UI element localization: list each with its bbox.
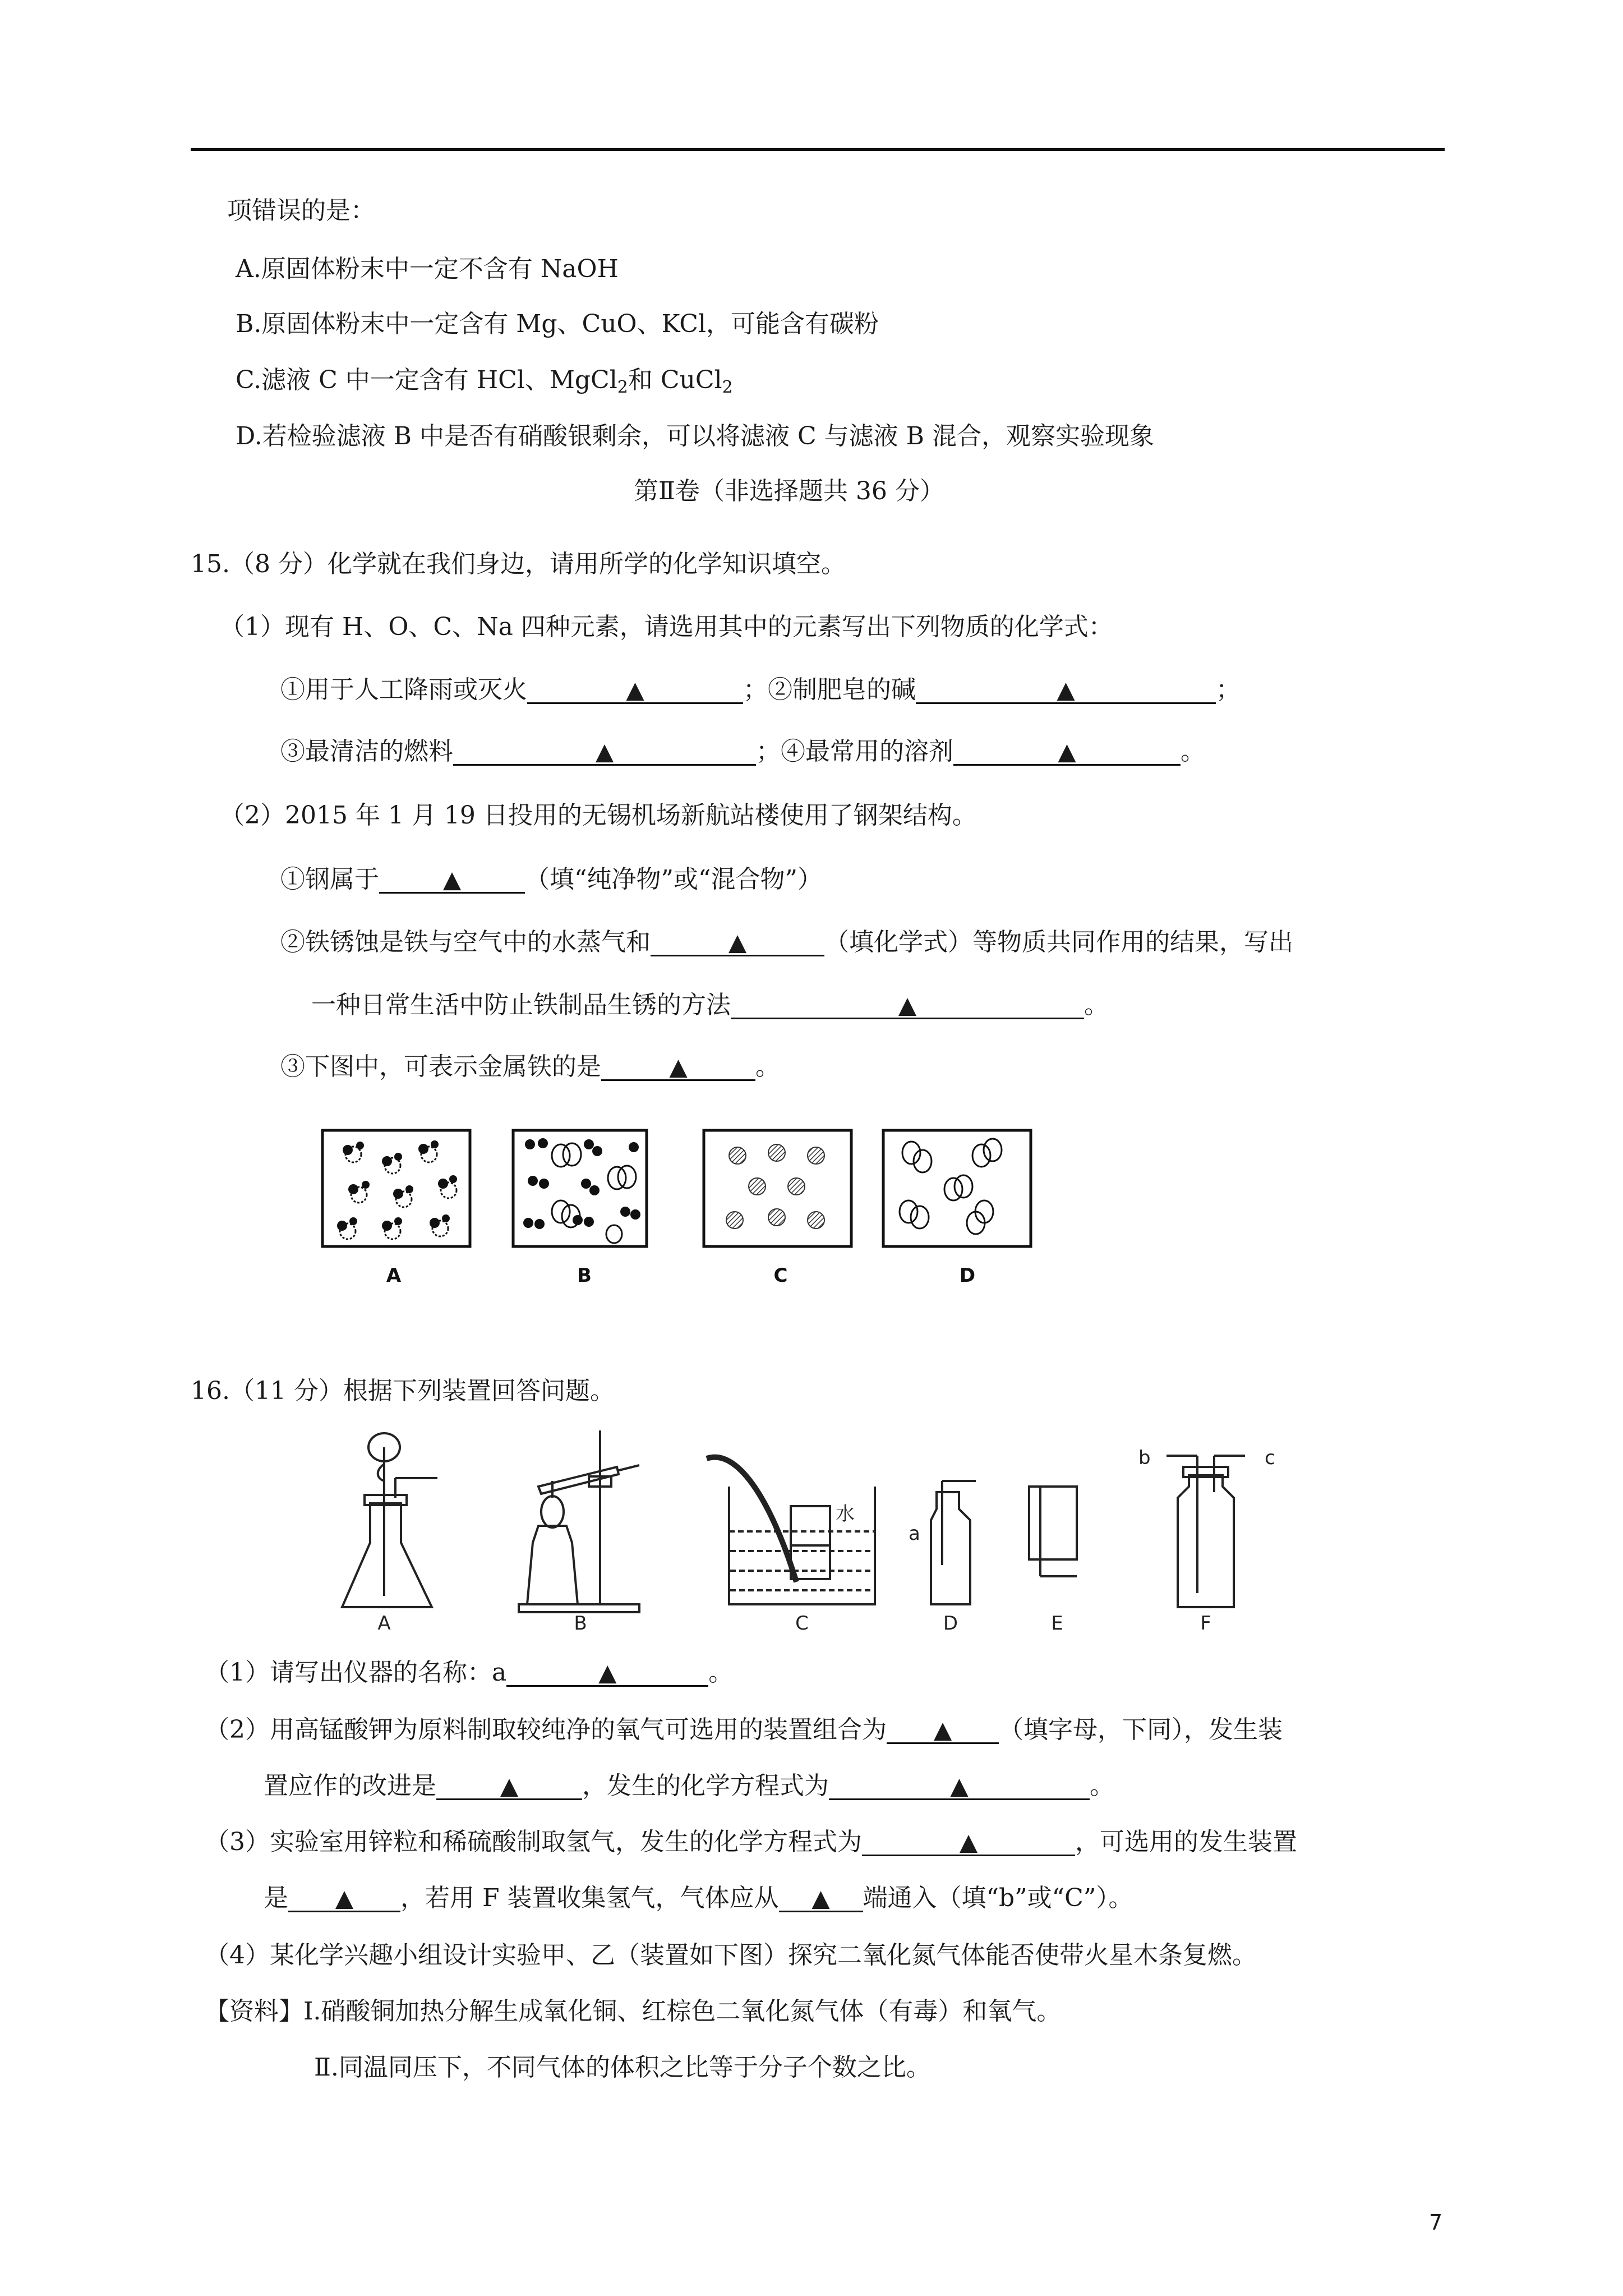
- apparatus-label-c: C: [795, 1612, 809, 1632]
- section-title: 第Ⅱ卷（非选择题共 36 分）: [634, 477, 944, 505]
- annotation-b: b: [1138, 1447, 1151, 1469]
- answer-blank[interactable]: [379, 863, 525, 894]
- apparatus-label-e: E: [1051, 1612, 1063, 1632]
- info-line-1: 【资料】Ⅰ.硝酸铜加热分解生成氧化铜、红棕色二氧化氮气体（有毒）和氧气。: [205, 1997, 1062, 2026]
- answer-blank[interactable]: [779, 1881, 863, 1912]
- answer-blank[interactable]: [731, 988, 1084, 1019]
- answer-blank[interactable]: [887, 1713, 999, 1744]
- triangle-icon: ▲: [811, 1884, 830, 1912]
- apparatus-label-d: D: [943, 1612, 958, 1632]
- answer-blank[interactable]: [506, 1656, 708, 1687]
- q16-part4: （4）某化学兴趣小组设计实验甲、乙（装置如下图）探究二氧化氮气体能否使带火星木条复燃。: [205, 1941, 1257, 1970]
- annotation-water: 水: [836, 1503, 855, 1525]
- triangle-icon: ▲: [500, 1772, 519, 1800]
- q15-title: 15.（8 分）化学就在我们身边，请用所学的化学知识填空。: [191, 550, 846, 578]
- apparatus-c: [707, 1457, 875, 1604]
- triangle-icon: ▲: [1057, 676, 1075, 703]
- figure-label-b: B: [577, 1264, 592, 1287]
- apparatus-label-f: F: [1200, 1612, 1211, 1632]
- q15-part1: （1）现有 H、O、C、Na 四种元素，请选用其中的元素写出下列物质的化学式：: [220, 613, 1113, 641]
- q15-part2-line2: ②铁锈蚀是铁与空气中的水蒸气和 ▲ （填化学式）等物质共同作用的结果，写出: [280, 926, 1293, 959]
- q15-part2-line1: ①钢属于 ▲ （填“纯净物”或“混合物”）: [280, 863, 822, 896]
- triangle-icon: ▲: [933, 1716, 952, 1743]
- q14-option-a: A.原固体粉末中一定不含有 NaOH: [236, 255, 619, 283]
- q16-part3-line2: 是 ▲ ，若用 F 装置收集氢气，气体应从 ▲ 端通入（填“b”或“C”）。: [264, 1881, 1133, 1915]
- apparatus-e: [1029, 1487, 1077, 1576]
- q15-part2-line4: ③下图中，可表示金属铁的是 ▲ 。: [280, 1050, 780, 1084]
- q16-title: 16.（11 分）根据下列装置回答问题。: [191, 1377, 615, 1405]
- q15-part1-line1: ①用于人工降雨或灭火 ▲ ；②制肥皂的碱 ▲ ；: [280, 673, 1241, 707]
- figure-label-a: A: [386, 1264, 402, 1287]
- answer-blank[interactable]: [862, 1825, 1075, 1856]
- header-rule: [191, 148, 1445, 151]
- q15-part2-line3: 一种日常生活中防止铁制品生锈的方法 ▲ 。: [311, 988, 1109, 1022]
- annotation-c: c: [1265, 1447, 1275, 1469]
- figure-c: [704, 1130, 851, 1246]
- answer-blank[interactable]: [527, 673, 743, 704]
- triangle-icon: ▲: [728, 928, 747, 956]
- q16-part3-line1: （3）实验室用锌粒和稀硫酸制取氢气，发生的化学方程式为 ▲ ，可选用的发生装置: [205, 1825, 1297, 1859]
- answer-blank[interactable]: [651, 926, 824, 956]
- triangle-icon: ▲: [1058, 738, 1076, 765]
- answer-blank[interactable]: [453, 735, 756, 766]
- figure-a: [322, 1130, 470, 1246]
- q14-option-d: D.若检验滤液 B 中是否有硝酸银剩余，可以将滤液 C 与滤液 B 混合，观察实验现象: [236, 422, 1154, 450]
- answer-blank[interactable]: [288, 1881, 400, 1912]
- apparatus-d: [931, 1481, 976, 1604]
- q14-stem: 项错误的是：: [227, 196, 375, 225]
- annotation-a: a: [909, 1522, 920, 1545]
- figure-d: [883, 1130, 1031, 1246]
- info-label: 【资料】: [205, 1997, 303, 2026]
- triangle-icon: ▲: [959, 1828, 978, 1856]
- triangle-icon: ▲: [898, 991, 917, 1019]
- q16-part2-line2: 置应作的改进是 ▲ ，发生的化学方程式为 ▲ 。: [264, 1769, 1114, 1803]
- q14-option-b: B.原固体粉末中一定含有 Mg、CuO、KCl，可能含有碳粉: [236, 310, 879, 338]
- triangle-icon: ▲: [598, 1659, 617, 1686]
- answer-blank[interactable]: [953, 735, 1181, 766]
- figure-b: [513, 1130, 647, 1246]
- info-line-2: Ⅱ.同温同压下，不同气体的体积之比等于分子个数之比。: [314, 2053, 931, 2082]
- answer-blank[interactable]: [916, 673, 1216, 704]
- triangle-icon: ▲: [626, 676, 644, 703]
- triangle-icon: ▲: [669, 1053, 688, 1080]
- triangle-icon: ▲: [335, 1884, 354, 1912]
- q16-part1: （1）请写出仪器的名称：a ▲ 。: [205, 1656, 733, 1690]
- apparatus-f: [1166, 1456, 1245, 1607]
- figure-label-c: C: [773, 1264, 788, 1287]
- figure-label-d: D: [959, 1264, 976, 1287]
- triangle-icon: ▲: [442, 866, 462, 893]
- apparatus-label-b: B: [574, 1612, 587, 1632]
- q15-part1-line2: ③最清洁的燃料 ▲ ；④最常用的溶剂 ▲ 。: [280, 735, 1205, 769]
- apparatus-a: [342, 1433, 437, 1607]
- triangle-icon: ▲: [950, 1772, 969, 1800]
- answer-blank[interactable]: [436, 1769, 582, 1800]
- answer-blank[interactable]: [829, 1769, 1090, 1800]
- answer-blank[interactable]: [601, 1050, 755, 1081]
- apparatus-b: [519, 1430, 639, 1612]
- page-number: 7: [1429, 2210, 1443, 2235]
- apparatus-label-a: A: [377, 1612, 391, 1632]
- q15-part2: （2）2015 年 1 月 19 日投用的无锡机场新航站楼使用了钢架结构。: [220, 801, 977, 830]
- q14-option-c: C.滤液 C 中一定含有 HCl、MgCl$_2$和 CuCl$_2$: [236, 366, 733, 397]
- particle-figures: [314, 1122, 1077, 1290]
- apparatus-figure: [325, 1425, 1312, 1632]
- q16-part2-line1: （2）用高锰酸钾为原料制取较纯净的氧气可选用的装置组合为 ▲ （填字母，下同），发生装: [205, 1713, 1283, 1747]
- triangle-icon: ▲: [595, 738, 614, 765]
